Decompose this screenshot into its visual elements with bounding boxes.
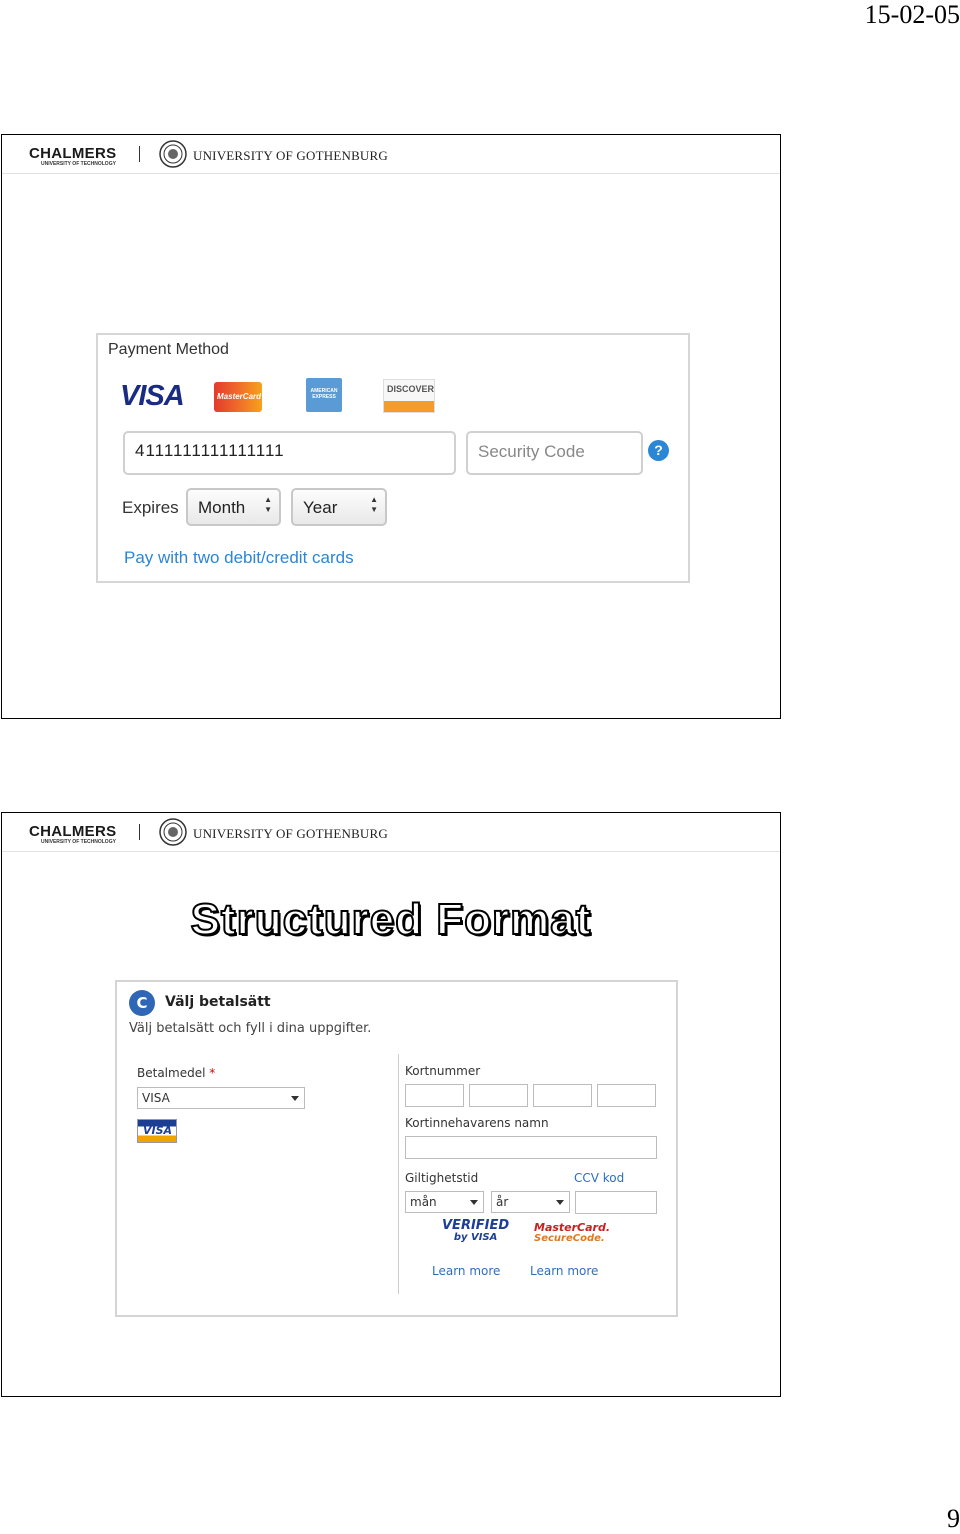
card-number-part-4[interactable] — [597, 1084, 656, 1107]
required-mark: * — [209, 1066, 216, 1080]
expiry-month-select[interactable] — [405, 1191, 484, 1213]
ccv-code-link[interactable]: CCV kod — [574, 1171, 625, 1185]
slide-payment-method — [1, 134, 781, 719]
payment-method-title: Payment Method — [108, 341, 229, 358]
amex-logo — [306, 378, 342, 412]
card-number-part-3[interactable] — [533, 1084, 592, 1107]
dropdown-caret-icon — [556, 1200, 564, 1205]
university-name: UNIVERSITY OF GOTHENBURG — [193, 148, 388, 163]
pay-with-two-cards-link[interactable]: Pay with two debit/credit cards — [124, 548, 354, 567]
slide-header — [2, 813, 780, 852]
security-code-input[interactable]: Security Code — [466, 431, 643, 475]
discover-logo — [383, 379, 435, 413]
header-divider — [139, 824, 140, 840]
expires-label: Expires — [122, 498, 179, 517]
cardholder-name-label: Kortinnehavarens namn — [405, 1116, 549, 1130]
header-divider — [139, 146, 140, 162]
payment-method-panel — [96, 333, 690, 583]
step-title: Välj betalsätt — [165, 994, 271, 1010]
mastercard-securecode-logo — [534, 1222, 610, 1244]
chalmers-name: CHALMERS — [29, 145, 117, 162]
expiry-month-value: mån — [410, 1195, 437, 1209]
page-date: 15-02-05 — [864, 0, 960, 29]
university-seal-icon — [159, 818, 187, 846]
visa-card-icon-text: VISA — [143, 1124, 173, 1137]
visa-card-icon — [137, 1119, 177, 1143]
month-select[interactable] — [186, 488, 281, 526]
updown-arrows-icon: ▲ ▼ — [370, 495, 378, 514]
card-number-part-2[interactable] — [469, 1084, 528, 1107]
step-badge: C — [129, 990, 155, 1016]
mastercard-logo — [214, 382, 262, 412]
chalmers-name: CHALMERS — [29, 823, 117, 840]
cardholder-name-input[interactable] — [405, 1136, 657, 1159]
step-subtitle: Välj betalsätt och fyll i dina uppgifter. — [129, 1021, 372, 1036]
dropdown-caret-icon — [291, 1096, 299, 1101]
payment-method-select[interactable] — [137, 1087, 305, 1109]
mastercard-securecode-text: MasterCard. — [534, 1221, 611, 1234]
ccv-input[interactable] — [575, 1191, 657, 1214]
amex-logo-text: AMERICAN EXPRESS — [310, 388, 338, 400]
university-name: UNIVERSITY OF GOTHENBURG — [193, 826, 388, 841]
verified-by-visa-sub: by VISA — [453, 1232, 498, 1243]
slide-header — [2, 135, 780, 174]
expiry-year-select[interactable] — [491, 1191, 570, 1213]
chalmers-subtitle: UNIVERSITY OF TECHNOLOGY — [41, 161, 116, 167]
dropdown-caret-icon — [470, 1200, 478, 1205]
discover-logo-bar — [384, 401, 434, 412]
updown-arrows-icon: ▲ ▼ — [264, 495, 272, 514]
university-seal-icon — [159, 140, 187, 168]
slide-title: Structured Format — [190, 895, 592, 944]
payment-method-select-value: VISA — [142, 1091, 170, 1105]
column-divider — [398, 1054, 399, 1294]
card-number-input[interactable]: 4111111111111111 — [123, 431, 456, 475]
chalmers-logo — [29, 824, 129, 846]
verified-by-visa-logo — [442, 1220, 509, 1244]
card-number-part-1[interactable] — [405, 1084, 464, 1107]
page-number: 9 — [947, 1504, 960, 1533]
chalmers-subtitle: UNIVERSITY OF TECHNOLOGY — [41, 839, 116, 845]
card-number-label: Kortnummer — [405, 1064, 481, 1078]
month-select-value: Month — [198, 498, 246, 517]
payment-form-panel — [115, 980, 678, 1317]
slide-structured-format — [1, 812, 781, 1397]
validity-label: Giltighetstid — [405, 1171, 479, 1185]
payment-method-label-text: Betalmedel — [137, 1066, 206, 1080]
chalmers-logo — [29, 146, 129, 168]
expiry-year-value: år — [496, 1195, 509, 1209]
help-icon[interactable]: ? — [648, 440, 669, 461]
visa-logo: VISA — [120, 380, 184, 412]
learn-more-visa-link[interactable]: Learn more — [432, 1264, 501, 1278]
year-select[interactable] — [291, 488, 387, 526]
mastercard-logo-text: MasterCard — [217, 392, 262, 401]
discover-logo-text: DISCOVER — [387, 384, 435, 394]
learn-more-mastercard-link[interactable]: Learn more — [530, 1264, 599, 1278]
payment-method-label — [137, 1066, 215, 1080]
verified-by-visa-text: VERIFIED — [442, 1218, 510, 1233]
mastercard-securecode-sub: SecureCode. — [534, 1233, 605, 1244]
year-select-value: Year — [303, 498, 338, 517]
